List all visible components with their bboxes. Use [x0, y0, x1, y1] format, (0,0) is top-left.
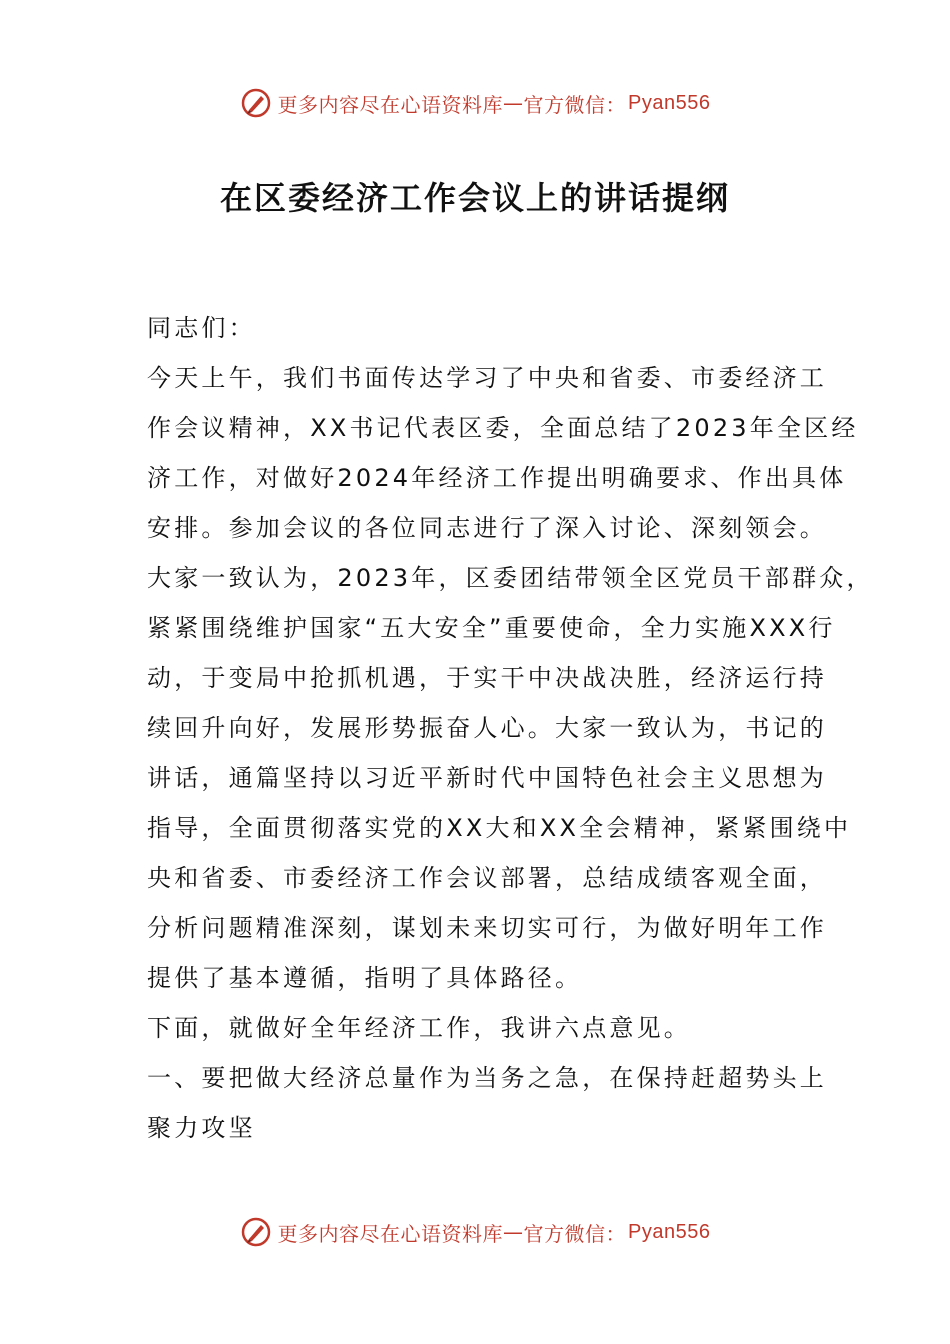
watermark-label: 官方微信：	[523, 92, 627, 117]
watermark-separator: —	[503, 91, 524, 115]
pen-logo-icon	[240, 87, 272, 119]
watermark-id: Pyan556	[628, 91, 711, 114]
body-line: 安排。参加会议的各位同志进行了深入讨论、深刻领会。	[147, 514, 827, 542]
body-line: 紧紧围绕维护国家“五大安全”重要使命，全力实施XXX行	[147, 614, 836, 642]
watermark-text: 更多内容尽在心语资料库	[277, 92, 504, 117]
body-line: 济工作，对做好2024年经济工作提出明确要求、作出具体	[147, 464, 847, 492]
body-line: 指导，全面贯彻落实党的XX大和XX全会精神，紧紧围绕中	[147, 814, 852, 842]
watermark-id: Pyan556	[628, 1220, 711, 1243]
body-line: 动，于变局中抢抓机遇，于实干中决战决胜，经济运行持	[147, 664, 827, 692]
document-title: 在区委经济工作会议上的讲话提纲	[219, 179, 730, 217]
section-heading-line: 聚力攻坚	[147, 1114, 256, 1142]
body-line: 续回升向好，发展形势振奋人心。大家一致认为，书记的	[147, 714, 827, 742]
watermark-text: 更多内容尽在心语资料库	[277, 1221, 504, 1246]
body-line: 同志们：	[147, 314, 256, 342]
body-line: 作会议精神，XX书记代表区委，全面总结了2023年全区经	[147, 414, 859, 442]
body-line: 央和省委、市委经济工作会议部署，总结成绩客观全面，	[147, 864, 827, 892]
document-body	[147, 303, 874, 1153]
body-line: 提供了基本遵循，指明了具体路径。	[147, 964, 583, 992]
body-line: 讲话，通篇坚持以习近平新时代中国特色社会主义思想为	[147, 764, 827, 792]
body-line: 大家一致认为，2023年，区委团结带领全区党员干部群众，	[147, 564, 874, 592]
watermark-footer	[0, 1212, 950, 1252]
body-line: 下面，就做好全年经济工作，我讲六点意见。	[147, 1014, 691, 1042]
body-line: 今天上午，我们书面传达学习了中央和省委、市委经济工	[147, 364, 827, 392]
pen-logo-icon	[240, 1216, 272, 1248]
section-heading-line: 一、要把做大经济总量作为当务之急，在保持赶超势头上	[147, 1064, 827, 1092]
watermark-label: 官方微信：	[523, 1221, 627, 1246]
watermark-header	[0, 83, 950, 123]
watermark-separator: —	[503, 1220, 524, 1244]
body-line: 分析问题精准深刻，谋划未来切实可行，为做好明年工作	[147, 914, 827, 942]
